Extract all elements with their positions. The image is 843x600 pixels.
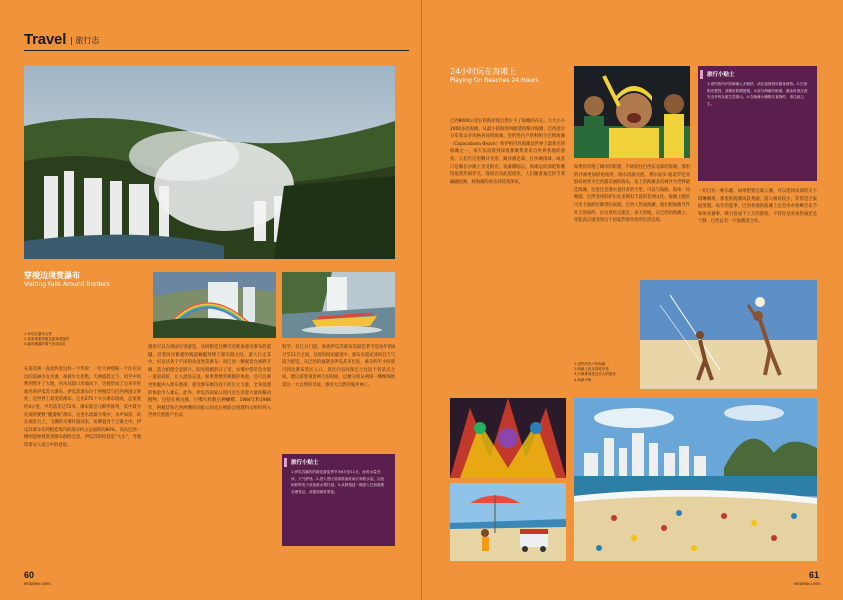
section-header xyxy=(24,31,99,48)
page-gutter xyxy=(421,0,422,600)
right-tips-box xyxy=(698,66,817,181)
right-caption-2: 2.海滩上的足球爱好者 xyxy=(574,367,609,372)
right-mag-name: MODERN LIVES xyxy=(794,582,821,586)
left-tips-body: 1.伊瓜苏瀑布的最佳游览季节为8月至11月，此时水量充沛，天气舒适。2.进入景区前请准备好雨衣和防水袋，以免相机等电子设备被水雾打湿。3.从阿根廷一侧进入巴西需要办理签证，请提前做好准备。 xyxy=(291,470,385,494)
right-caption-4: 4.海滩小贩 xyxy=(574,377,592,382)
left-tips-accent xyxy=(284,458,287,467)
left-caption-3: 3.瀑布溅落的雾气形成彩虹 xyxy=(24,342,66,347)
header-section: | 旅行志 xyxy=(70,36,100,45)
right-captions xyxy=(574,362,616,383)
left-page-number: 60 xyxy=(24,570,35,580)
right-body-col-1: 巴西8000公里长的海岸线自然少不了海滩的存在。大大小小2000多处海滩，从最小的海湾到绵延的细沙海滩，巴西沿岸分布着众多风格各异的海滩。里约热内卢的科帕卡巴纳海滩（Copacabana Beach）和伊帕内玛海滩是世界上最著名的海滩之一，每天从清晨到深夜都聚集着来自世界各地的游客。人们在这里晒日光浴、踢沙滩足球、打沙滩排球，或者只是躺在沙滩上享受阳光。夜幕降临后，海滩边的酒吧和餐馆依然热闹非凡，现场音乐此起彼伏，人们随着桑巴的节奏翩翩起舞，将海滩的欢乐持续到深夜。 xyxy=(450,119,565,185)
right-section-title: 24小时玩在海滩上 xyxy=(450,67,517,76)
left-body-col-1: 在南美洲一直流传着这样一个传说：一位天神想娶一个住在河边的美丽少女为妻，却被少女拒绝，天神盛怒之下，用手中的利剑劈开了大地，河水从裂口奔涌而下，这便形成了后来举世闻名的伊瓜苏大瀑布。伊瓜苏瀑布位于阿根廷与巴西两国交界处，是世界上最宽的瀑布，它由275个大小瀑布组成，总宽度约4公里，平均落差达72米。瀑布群呈马蹄形排列，其中最为壮观的要数“魔鬼喉”瀑布，这里水流最为集中，水声如雷，站在观景台上，飞溅的水雾扑面而来，仿佛置身于云雾之中。伊瓜苏瀑布在阿根廷境内的部分约占总面积的80%，而从巴西一侧则能够观赏到瀑布群的全景。伊瓜苏的原意是“大水”，当地印第安人语言中的意思。 xyxy=(24,367,141,448)
right-caption-1: 1.里约热内卢的海滩 xyxy=(574,362,606,366)
right-body-col-2: 如果你厌倦了城市的喧嚣，不妨前往巴西东北部的海滩，那里的沙滩更加原始纯净，海水清澈见底。费尔南多·迪诺罗尼亚群岛被誉为巴西最美丽的海岛，岛上的海滩多次被评为世界最佳海滩，这里还是潜水爱好者的天堂，可以与海豚、海龟一同畅游。巴伊亚州的萨尔瓦多拥有丰富的非洲文化，海滩上随处可见卡波耶拉舞者的表演。巴西人热爱海滩，他们把海滩当作社交的场所，在这里结交朋友、谈天说地，在巴西的海滩上，你能真正感受到这个国家热情奔放的生活态度。 xyxy=(574,165,690,224)
right-section-subtitle: Playing On Beaches 24 Hours xyxy=(450,77,539,84)
right-tips-title: 旅行小贴士 xyxy=(707,72,735,78)
beach-volleyball-photo xyxy=(640,280,817,389)
header-brand: Travel xyxy=(24,31,67,48)
header-rule xyxy=(24,50,409,51)
rio-beach-photo xyxy=(574,398,817,561)
right-tips-body: 1.里约热内卢的海滩人多拥挤，请注意保管好随身财物。2.巴西阳光强烈，请做好防晒措施。3.部分海滩有暗流，游泳时请注意安全并听从救生员指示。4.在海滩小摊购买食物时，请注意卫生。 xyxy=(707,82,808,106)
left-mag-name: MODERN LIVES xyxy=(24,582,51,586)
left-tips-title: 旅行小贴士 xyxy=(291,460,319,466)
left-section-title: 穿梭边境赏瀑布 xyxy=(24,271,80,280)
football-fans-photo xyxy=(574,66,690,158)
left-section-subtitle: Visiting Falls Around Borders xyxy=(24,281,110,288)
right-page-number: 61 xyxy=(809,570,820,580)
left-body-col-3: 科学，有几分门道。参观伊瓜苏瀑布的最佳季节是每年的8月至11月之间，这段时间雨量适中，瀑布水量充沛而且天气较为舒适。从巴西的福斯多伊瓜苏市出发，乘车约半小时即可到达瀑布景区入口，景区内有环保巴士往返于各景点之间。建议游客预留两天的时间，以便分别从两国一侧细细欣赏这一大自然的奇观，感受大自然的鬼斧神工。 xyxy=(282,345,395,388)
left-body-col-2: 游客可以在两国分别游览，从阿根廷这侧可近距离感受瀑布的震撼，沿着河岸修建的栈道蜿蜒穿梭于瀑布群之间，游人行走其中，可以从各个不同的角度欣赏瀑布；而巴西一侧观景台视野开阔，适合拍摄全景照片。阳光明媚的日子里，水雾中常常会出现一道道彩虹，让人流连忘返。如果想要更刺激的体验，还可以乘坐快艇冲入瀑布底部，感受瀑布倾泻而下的巨大力量，全身湿透的体验令人难忘。此外，伊瓜苏国家公园内还生活着大量珍稀动植物，包括长鼻浣熊、巨嘴鸟和数百种蝴蝶，1984年和1986年，阿根廷和巴西两侧的国家公园先后被联合国教科文组织列入世界自然遗产名录。 xyxy=(148,345,271,419)
left-caption-2: 2.游客乘着快艇近距离观瀑布 xyxy=(24,337,70,342)
right-caption-3: 3.沙滩排球是巴西人的最爱 xyxy=(574,372,616,377)
left-caption-1: 1.伊瓜苏瀑布全景 xyxy=(24,332,52,336)
right-tips-accent xyxy=(700,70,703,79)
beach-vendor-photo xyxy=(450,483,566,561)
speedboat-photo xyxy=(282,272,395,338)
carnival-costume-photo xyxy=(450,398,566,478)
rainbow-falls-photo xyxy=(153,272,276,338)
waterfall-main-photo xyxy=(24,66,395,259)
right-body-col-3: 一切自有一种乐趣。如果想要远离人潮，可以选择南部的圣卡塔琳娜州，那里的海滩风景秀丽，游人相对较少，非常适合家庭度假。每年的夏季，巴西各地的海滩上还会举办各种音乐节和体育赛事，吸引着成千上万的游客。不管你是喜欢热闹还是宁静，巴西总有一片海滩适合你。 xyxy=(698,189,817,225)
left-tips-box xyxy=(282,454,395,546)
left-captions xyxy=(24,332,69,348)
